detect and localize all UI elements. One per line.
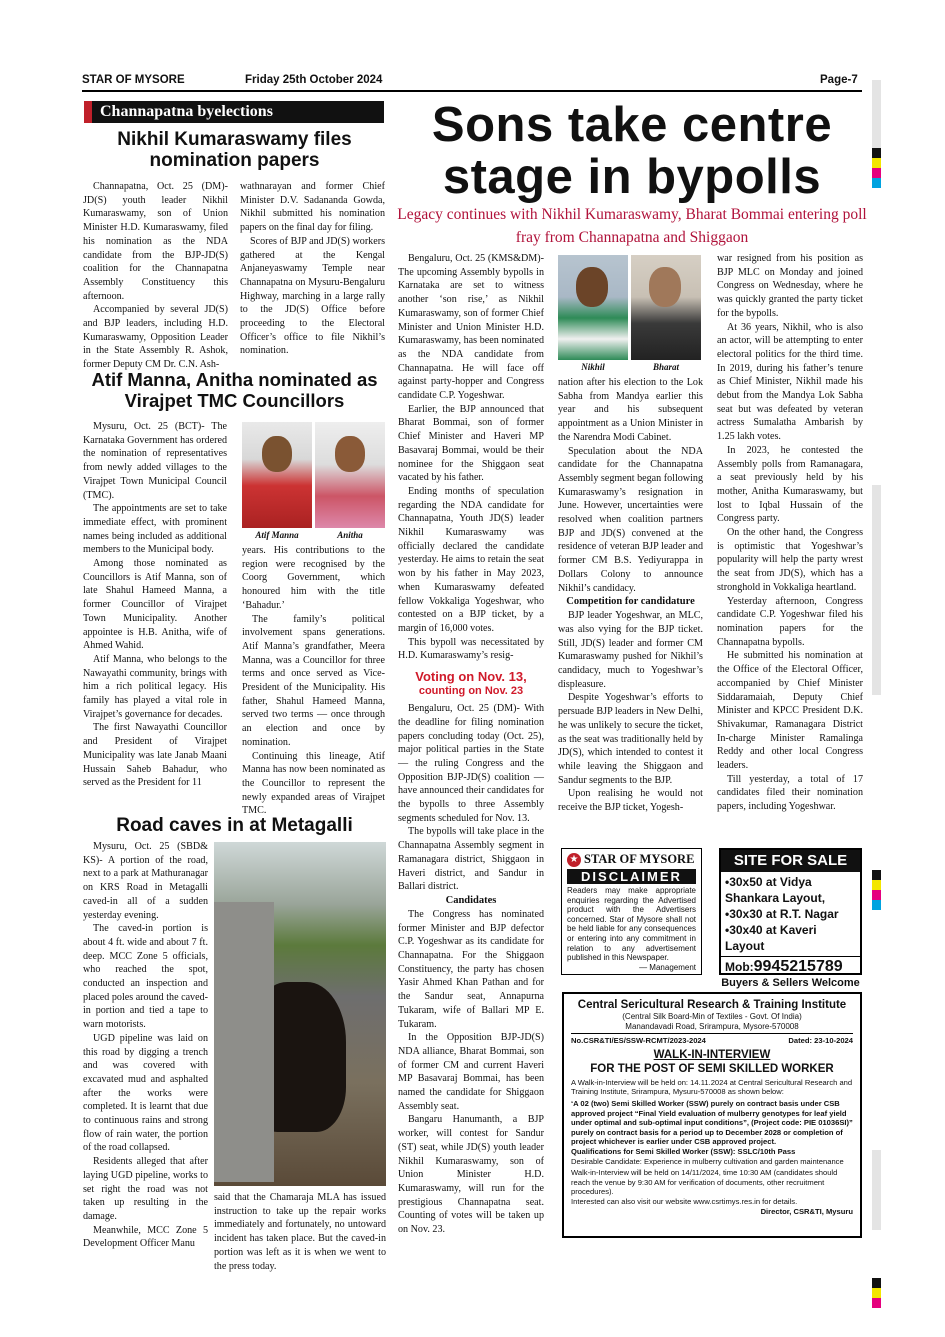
print-bar xyxy=(872,168,881,178)
print-bar xyxy=(872,900,881,910)
disclaimer-title: DISCLAIMER xyxy=(567,869,696,884)
print-bar xyxy=(872,880,881,890)
paragraph: Scores of BJP and JD(S) workers gathered at the Kengal Anjaneyaswamy Temple near Channapatna on Mysuru-Bengaluru Highway, marching in a large rally to the JD(S) Office before proceeding to the Electoral Officer’s office to file Nikhil’s nomination. xyxy=(240,235,385,357)
face-shape xyxy=(262,436,292,472)
paragraph: Meanwhile, MCC Zone 5 Development Officer Manu xyxy=(83,1224,208,1250)
print-bar xyxy=(872,158,881,168)
paragraph: UGD pipeline was laid on this road by digging a trench and was covered with excavated mud and asphalted after the works were completed. It is learnt that due to continuous rains and strong flow of rain water, the portion of the road collapsed. xyxy=(83,1032,208,1154)
lead-col3 xyxy=(717,252,863,814)
caption-bharat: Bharat xyxy=(652,362,679,372)
print-bar xyxy=(872,1278,881,1288)
paragraph: BJP leader Yogeshwar, an MLC, was also vying for the BJP ticket. Still, JD(S) leader and former CM Kumaraswamy pushed for Nikhil’s candidacy, much to Yogeshwar’s displeasure. xyxy=(558,610,703,690)
paragraph: Earlier, the BJP announced that Bharat Bommai, son of former Chief Minister and Haveri MP Basavaraj Bommai, would be their nominee for the Shiggaon seat vacated by his father. xyxy=(398,403,544,484)
csrti-h2: FOR THE POST OF SEMI SKILLED WORKER xyxy=(590,1062,834,1075)
paragraph: The Congress has nominated former Minister and BJP defector C.P. Yogeshwar as its candidate for Channapatna. For the Shiggaon Constituency, the party has chosen Yasir Ahmed Khan Pathan and for the Sandur seat, Annapurna Tukaram, wife of Ballari MP E. Tukaram. xyxy=(398,908,544,1030)
paragraph: The first Nawayathi Councillor and President of Virajpet Municipality was late Janab Maani Hussain Saheb Bahadur, who served as the President for 11 xyxy=(83,722,227,789)
story2-col2 xyxy=(242,544,385,818)
csrti-dated: Dated: 23-10-2024 xyxy=(788,1036,853,1046)
csrti-title: Central Sericultural Research & Training Institute xyxy=(577,999,847,1011)
print-bar xyxy=(872,1150,881,1230)
paragraph: Till yesterday, a total of 17 candidates filed their nomination papers, including Yogeshwar. xyxy=(717,773,863,813)
paragraph: Among those nominated as Councillors is Atif Manna, son of late Shahul Hameed Manna, a former Councillor of Virajpet Town Municipality. Another appointee is H.B. Anitha, wife of Ahmed Wahid. xyxy=(83,558,227,652)
anitha-photo xyxy=(315,422,385,528)
csrti-p6: Interested can also visit our website www.csrtimys.res.in for details. xyxy=(571,1196,798,1206)
paragraph: The appointments are set to take immediate effect, with prominent names being included as additional members to the Municipal body. xyxy=(83,503,227,556)
paragraph: nation after his election to the Lok Sabha from Mandya earlier this year and his subsequent appointment as a Union Minister in the Narendra Modi Cabinet. xyxy=(558,377,703,443)
site-ad-item: •30x50 at Vidya Shankara Layout, xyxy=(725,875,826,905)
subhead-voting-2: counting on Nov. 23 xyxy=(418,685,524,698)
paragraph: Channapatna, Oct. 25 (DM)- JD(S) youth leader Nikhil Kumaraswamy, son of Union Minister H.D. Kumaraswamy, filed his nomination as the NDA candidate from the BJP-JD(S) coalition for the Channapatna Assembly Constituency this afternoon. xyxy=(83,181,228,302)
face-shape xyxy=(649,267,681,307)
paragraph: wathnarayan and former Chief Minister D.V. Sadananda Gowda, Nikhil submitted his nomination papers on the final day for filing. xyxy=(240,181,385,234)
disclaimer-logo-row xyxy=(567,852,696,867)
lead-col1 xyxy=(398,252,544,1237)
story1-headline: Nikhil Kumaraswamy files nomination papers xyxy=(117,129,352,172)
story3-col1 xyxy=(83,840,208,1251)
nikhil-photo xyxy=(558,255,628,360)
bharat-photo xyxy=(631,255,701,360)
masthead-date: Friday 25th October 2024 xyxy=(245,74,383,86)
story3-headline: Road caves in at Metagalli xyxy=(116,815,353,836)
print-bar xyxy=(872,870,881,880)
site-ad-footer: Buyers & Sellers Welcome xyxy=(721,977,860,989)
paragraph: He submitted his nomination at the Office of the Electoral Officer, accompanied by Chief Minister Siddaramaiah, Deputy Chief Minister and KPCC President D.K. Shivakumar, Ramanagara District In-charge Minister Ramalinga Reddy and other local Congress leaders. xyxy=(717,650,863,772)
csrti-sign: Director, CSR&TI, Mysuru xyxy=(760,1206,853,1216)
paragraph: Accompanied by several JD(S) and BJP leaders, including H.D. Kumaraswamy, Opposition Leader in the State Assembly R. Ashok, former Deputy CM Dr. C.N. Ash- xyxy=(83,304,228,371)
paragraph: At 36 years, Nikhil, who is also an actor, will be attempting to enter electoral politics for the third time. In 2019, during his father’s tenure as Chief Minister, Nikhil made his debut from the Mandya Lok Sabha seat but was defeated by veteran actress Sumalatha Ambarish by 1.25 lakh votes. xyxy=(717,321,863,443)
subhead-candidates: Candidates xyxy=(445,894,497,906)
lead-headline-line2: stage in bypolls xyxy=(442,150,822,204)
star-logo-icon: ★ xyxy=(567,853,581,867)
paragraph: In 2023, he contested the Assembly polls from Ramanagara, a seat previously held by his mother, Anitha Kumaraswamy, but lost to Iqbal Hussain of the Congress party. xyxy=(717,444,863,525)
paragraph: Atif Manna, who belongs to the Nawayathi community, brings with him a rich political legacy. His family has played a vital role in Virajpet’s governance for decades. xyxy=(83,653,227,720)
print-bar xyxy=(872,178,881,188)
disclaimer-box xyxy=(561,848,702,975)
paragraph: Speculation about the NDA candidate for the Channapatna Assembly segment began following Kumaraswamy’s resignation in June. However, uncertainties were resolved when coalition partners BJP and JD(S) convened at the residence of veteran BJP leader and former CM B.S. Yediyurappa in Dollars Colony to announce Nikhil’s candidacy. xyxy=(558,445,703,594)
face-shape xyxy=(576,267,608,307)
paragraph: Residents alleged that after laying UGD pipeline, works to set right the road was not taken up resulting in the damage. xyxy=(83,1156,208,1222)
masthead-paper: STAR OF MYSORE xyxy=(82,74,185,86)
paragraph: Mysuru, Oct. 25 (BCT)- The Karnataka Government has ordered the nomination of representatives from newly added villages to the Virajpet Town Municipal Council (TMC). xyxy=(83,421,227,501)
paragraph: In the Opposition BJP-JD(S) NDA alliance, Bharat Bommai, son of former CM and current Haveri MP Basavaraj Bommai, has been named the candidate for Shiggaon Assembly seat. xyxy=(398,1032,544,1112)
print-bar xyxy=(872,148,881,158)
csrti-h1: WALK-IN-INTERVIEW xyxy=(653,1048,771,1061)
csrti-p1: A Walk-in-Interview will be held on: 14.11.2024 at Central Sericultural Research and Training Institute, Srirampura, Mysuru-570008 as shown below: xyxy=(571,1077,853,1097)
site-for-sale-ad xyxy=(719,848,862,989)
subhead-competition: Competition for candidature xyxy=(566,596,695,608)
print-bar xyxy=(872,1288,881,1298)
header-rule xyxy=(82,90,862,92)
lead-headline-line1: Sons take centre xyxy=(431,98,833,152)
caption-atif: Atif Manna xyxy=(255,530,299,540)
paragraph: Upon realising he would not receive the BJP ticket, Yogesh- xyxy=(558,788,703,814)
footpath xyxy=(214,902,274,1182)
site-ad-item: •30x40 at Kaveri Layout xyxy=(725,923,817,953)
section-kicker: Channapatna byelections xyxy=(84,101,384,123)
site-ad-mob-label: Mob: xyxy=(725,960,754,974)
csrti-p3: Qualifications for Semi Skilled Worker (SSW): SSLC/10th Pass xyxy=(571,1146,796,1156)
story1-col1 xyxy=(83,180,228,372)
paragraph: The bypolls will take place in the Channapatna Assembly segment in Ramanagara district, Shiggaon in Haveri district, and Sandur in Ballari district. xyxy=(398,826,544,893)
page-number: Page-7 xyxy=(820,74,858,86)
site-ad-mob-number: 9945215789 xyxy=(753,958,843,975)
disclaimer-logo: STAR OF MYSORE xyxy=(584,852,695,866)
csrti-ref-row xyxy=(571,1036,853,1046)
print-bar xyxy=(872,1298,881,1308)
csrti-ad xyxy=(562,992,862,1238)
paragraph: Yesterday afternoon, Congress candidate C.P. Yogeshwar filed his nomination papers for the Channapatna bypolls. xyxy=(717,595,863,648)
csrti-p5: Walk-in-Interview will be held on 14/11/2024, time 10:30 AM (candidates should reach the venue by 9:30 AM for verification of documents, other recruitment procedures). xyxy=(571,1168,838,1197)
story2-headline: Atif Manna, Anitha nominated as Virajpet TMC Councillors xyxy=(91,369,378,411)
paragraph: Despite Yogeshwar’s efforts to persuade BJP leaders in New Delhi, he was unlikely to secure the ticket, as the seat was traditionally held by JD(S), which intended to contest it while leaving the Shiggaon and Sandur segments to the BJP. xyxy=(558,692,703,786)
csrti-sub2: Manandavadi Road, Srirampura, Mysore-570008 xyxy=(571,1022,853,1035)
story2-col1 xyxy=(83,420,227,790)
lead-headline xyxy=(396,99,868,203)
paragraph: Bengaluru, Oct. 25 (KMS&DM)- The upcoming Assembly bypolls in Karnataka are set to witness another ‘son rise,’ as Nikhil Kumaraswamy, son of former Chief Minister and Union Minister H.D. Kumaraswamy, has been nominated as the NDA candidate from Channapatna. He will face off against party-hopper and Congress candidate C.P. Yogeshwar. xyxy=(398,253,544,402)
paragraph: The family’s political involvement spans generations. Atif Manna’s grandfather, Meera Manna, was a Councillor for three terms and once served as Vice-President of the Municipality. His father, Shahul Hameed Manna, served two terms — once through an election and once by nomination. xyxy=(242,613,385,748)
disclaimer-text: Readers may make appropriate enquiries regarding the Advertised product with the Advertisers concerned. Star of Mysore shall not be held liable for any consequences or entering into any commitment in relation to any advertisement published in this Newspaper. xyxy=(567,886,696,963)
paragraph: years. His contributions to the region were recognised by the Coorg Government, which honoured him with the title ‘Bahadur.’ xyxy=(242,545,385,611)
csrti-ref: No.CSR&TI/ES/SSW-RCMT/2023-2024 xyxy=(571,1036,706,1046)
lead-deck: Legacy continues with Nikhil Kumaraswamy, Bharat Bommai entering poll fray from Channapatna and Shiggaon xyxy=(397,206,867,246)
print-bar xyxy=(872,80,881,150)
paragraph: Bangaru Hanumanth, a BJP worker, will contest for Sandur (ST) seat, while JD(S) youth leader Nikhil Kumaraswamy, son of Union Minister H.D. Kumaraswamy, will run for the prestigious Channapatna seat. Counting of votes will be taken up on Nov. 23. xyxy=(398,1114,544,1236)
caption-anitha: Anitha xyxy=(337,530,363,540)
paragraph: On the other hand, the Congress is optimistic that Yogeshwar’s popularity will help the party wrest the seat from JD(S), which has a stronghold in Vokkaliga heartland. xyxy=(717,527,863,593)
face-shape xyxy=(335,436,365,472)
paragraph: said that the Chamaraja MLA has issued instruction to take up the repair works immediately and fortunately, no untoward incident has taken place. But the caved-in portion was left as it is when we went to the press today. xyxy=(214,1192,386,1272)
paragraph: war resigned from his position as BJP MLC on Monday and joined Congress on Wednesday, where he was quickly granted the party ticket for the bypolls. xyxy=(717,253,863,319)
site-ad-mobile xyxy=(721,956,860,977)
disclaimer-sign: — Management xyxy=(639,962,696,972)
print-bar xyxy=(872,485,881,695)
site-ad-item: •30x30 at R.T. Nagar xyxy=(725,907,839,921)
paragraph: Mysuru, Oct. 25 (SBD& KS)- A portion of the road, next to a park at Mathuranagar on KRS Road in Metagalli caved-in all of a sudden yesterday evening. xyxy=(83,841,208,921)
caption-nikhil: Nikhil xyxy=(581,362,605,372)
csrti-p4: Desirable Candidate: Experience in mulberry cultivation and garden maintenance xyxy=(571,1156,844,1166)
paragraph: Ending months of speculation regarding the NDA candidate for Channapatna, Youth JD(S) leader Nikhil Kumaraswamy was officially declared the candidate yesterday. He aims to retain the seat won by his father in May 2023, when Kumaraswamy defeated fellow Vokkaliga Yogeshwar, who contested on a BJP ticket, by a margin of 16,000 votes. xyxy=(398,485,544,634)
paragraph: The caved-in portion is about 4 ft. wide and about 7 ft. deep. MCC Zone 5 officials, who reached the spot, conducted an inspection and placed poles around the caved-in portion and tied a tape to warn motorists. xyxy=(83,923,208,1031)
atif-manna-photo xyxy=(242,422,312,528)
site-ad-title: SITE FOR SALE xyxy=(721,850,860,872)
subhead-voting-1: Voting on Nov. 13, xyxy=(415,669,527,685)
csrti-sub1: (Central Silk Board-Min of Textiles - Govt. Of India) xyxy=(622,1012,802,1021)
site-ad-items xyxy=(721,872,860,956)
paragraph: This bypoll was necessitated by H.D. Kumaraswamy’s resig- xyxy=(398,636,544,662)
story3-col2 xyxy=(214,1191,386,1273)
paragraph: Continuing this lineage, Atif Manna has now been nominated as the Councillor to represent the newly expanded areas of Virajpet TMC. xyxy=(242,750,385,817)
paragraph: Bengaluru, Oct. 25 (DM)- With the deadline for filing nomination papers concluding today (Oct. 25), major political parties in the State — the ruling Congress and the Opposition BJP-JD(S) coalition — have announced their candidates for the bypolls to three Assembly segments scheduled for Nov. 13. xyxy=(398,703,544,824)
lead-col2 xyxy=(558,376,703,815)
story1-col2 xyxy=(240,180,385,358)
csrti-p2: ‘A 02 (two) Semi Skilled Worker (SSW) purely on contract basis under CSB approved project “Final Yield evaluation of mulberry genotypes for leaf yield under optimal and sub-optimal input conditions”, (Project code: PIE 01036SI)” purely on contract basis for a period up to December 2028 or completion of project whichever is earlier under CSB approved project. xyxy=(571,1098,853,1147)
road-cave-photo xyxy=(214,842,386,1186)
print-bar xyxy=(872,890,881,900)
